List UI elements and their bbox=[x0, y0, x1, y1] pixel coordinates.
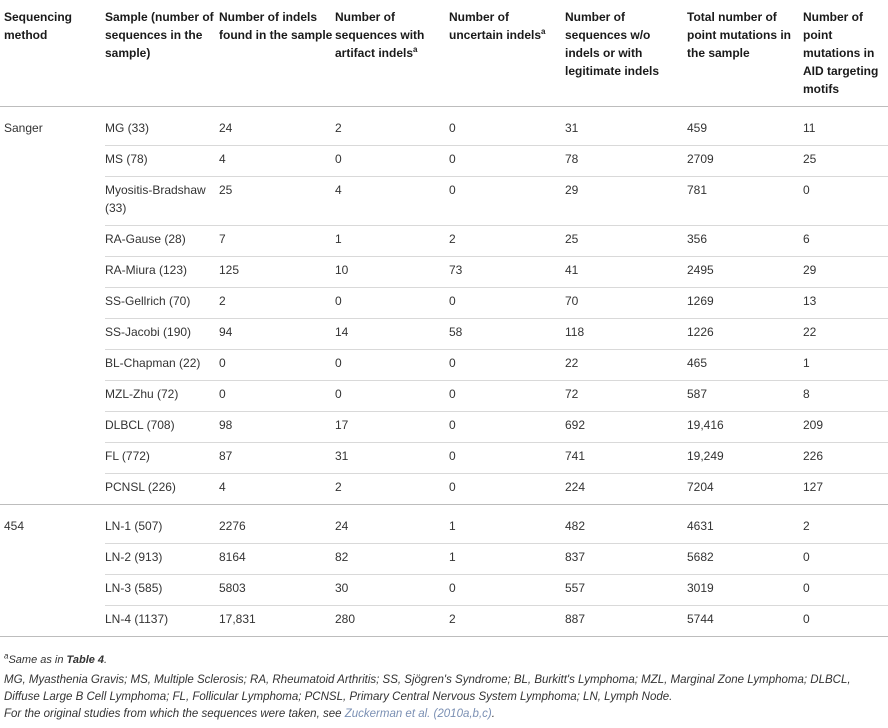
table-row bbox=[0, 257, 888, 288]
header-indels: Number of indels found in the sample bbox=[219, 10, 333, 42]
cell-indels: 5803 bbox=[219, 575, 335, 606]
cell-legit: 70 bbox=[565, 288, 687, 319]
cell-artifact: 17 bbox=[335, 412, 449, 443]
cell-point-mutations: 2709 bbox=[687, 146, 803, 177]
table-row bbox=[0, 381, 888, 412]
footnote-a bbox=[4, 652, 884, 669]
cell-sample: PCNSL (226) bbox=[105, 474, 219, 505]
cell-point-mutations: 7204 bbox=[687, 474, 803, 505]
cell-aid-motifs: 127 bbox=[803, 474, 888, 505]
cell-legit: 887 bbox=[565, 606, 687, 637]
cell-uncertain: 58 bbox=[449, 319, 565, 350]
table-row bbox=[0, 505, 888, 544]
cell-sample: SS-Gellrich (70) bbox=[105, 288, 219, 319]
cell-point-mutations: 587 bbox=[687, 381, 803, 412]
cell-uncertain: 0 bbox=[449, 412, 565, 443]
table-notes bbox=[4, 652, 884, 723]
table-row bbox=[0, 319, 888, 350]
cell-point-mutations: 5682 bbox=[687, 544, 803, 575]
cell-legit: 78 bbox=[565, 146, 687, 177]
abbreviations-note: MG, Myasthenia Gravis; MS, Multiple Sclerosis; RA, Rheumatoid Arthritis; SS, Sjögren's Syndrome; BL, Burkitt's Lymphoma; MZL, Marginal Zone Lymphoma; DLBCL, Diffuse Large B Cell Lymphoma; FL, Follicular Lymphoma; PCNSL, Primary Central Nervous System Lymphoma; LN, Lymph Node. bbox=[4, 674, 851, 703]
cell-indels: 25 bbox=[219, 177, 335, 226]
cell-point-mutations: 2495 bbox=[687, 257, 803, 288]
cell-method: 454 bbox=[0, 505, 105, 637]
cell-aid-motifs: 0 bbox=[803, 575, 888, 606]
cell-point-mutations: 459 bbox=[687, 107, 803, 146]
header-aid-motifs: Number of point mutations in AID targeting motifs bbox=[803, 10, 879, 96]
cell-aid-motifs: 0 bbox=[803, 606, 888, 637]
cell-point-mutations: 19,416 bbox=[687, 412, 803, 443]
cell-point-mutations: 465 bbox=[687, 350, 803, 381]
cell-indels: 2 bbox=[219, 288, 335, 319]
cell-uncertain: 0 bbox=[449, 381, 565, 412]
cell-legit: 224 bbox=[565, 474, 687, 505]
table-row bbox=[0, 443, 888, 474]
cell-uncertain: 1 bbox=[449, 505, 565, 544]
cell-indels: 4 bbox=[219, 146, 335, 177]
cell-sample: LN-3 (585) bbox=[105, 575, 219, 606]
header-sample: Sample (number of sequences in the sample) bbox=[105, 10, 214, 60]
cell-indels: 0 bbox=[219, 350, 335, 381]
header-artifact-sup: a bbox=[413, 45, 418, 54]
cell-aid-motifs: 11 bbox=[803, 107, 888, 146]
cell-aid-motifs: 29 bbox=[803, 257, 888, 288]
cell-legit: 25 bbox=[565, 226, 687, 257]
footnote-end: . bbox=[104, 654, 108, 666]
cell-artifact: 14 bbox=[335, 319, 449, 350]
table-row bbox=[0, 107, 888, 146]
cell-legit: 72 bbox=[565, 381, 687, 412]
cell-aid-motifs: 209 bbox=[803, 412, 888, 443]
cell-artifact: 2 bbox=[335, 107, 449, 146]
cell-uncertain: 0 bbox=[449, 575, 565, 606]
cell-artifact: 0 bbox=[335, 350, 449, 381]
cell-indels: 24 bbox=[219, 107, 335, 146]
footnote-marker: a bbox=[4, 651, 9, 661]
cell-aid-motifs: 6 bbox=[803, 226, 888, 257]
cell-sample: LN-4 (1137) bbox=[105, 606, 219, 637]
cell-aid-motifs: 0 bbox=[803, 544, 888, 575]
cell-uncertain: 0 bbox=[449, 443, 565, 474]
cell-sample: MG (33) bbox=[105, 107, 219, 146]
cell-artifact: 0 bbox=[335, 288, 449, 319]
cell-indels: 4 bbox=[219, 474, 335, 505]
cell-sample: RA-Gause (28) bbox=[105, 226, 219, 257]
cell-artifact: 0 bbox=[335, 381, 449, 412]
source-note-suffix: . bbox=[491, 708, 495, 720]
source-note bbox=[4, 706, 884, 723]
cell-aid-motifs: 13 bbox=[803, 288, 888, 319]
cell-artifact: 4 bbox=[335, 177, 449, 226]
cell-indels: 87 bbox=[219, 443, 335, 474]
cell-legit: 29 bbox=[565, 177, 687, 226]
table-row bbox=[0, 177, 888, 226]
cell-uncertain: 0 bbox=[449, 146, 565, 177]
header-row bbox=[0, 0, 888, 107]
cell-sample: BL-Chapman (22) bbox=[105, 350, 219, 381]
footnote-text: Same as in bbox=[8, 654, 67, 666]
table-body bbox=[0, 107, 888, 637]
cell-uncertain: 0 bbox=[449, 350, 565, 381]
cell-artifact: 2 bbox=[335, 474, 449, 505]
cell-point-mutations: 4631 bbox=[687, 505, 803, 544]
cell-legit: 31 bbox=[565, 107, 687, 146]
footnote-ref: Table 4 bbox=[66, 654, 105, 666]
cell-legit: 118 bbox=[565, 319, 687, 350]
cell-artifact: 31 bbox=[335, 443, 449, 474]
cell-indels: 2276 bbox=[219, 505, 335, 544]
cell-sample: DLBCL (708) bbox=[105, 412, 219, 443]
cell-uncertain: 2 bbox=[449, 226, 565, 257]
cell-sample: RA-Miura (123) bbox=[105, 257, 219, 288]
header-method: Sequencing method bbox=[4, 10, 73, 42]
cell-point-mutations: 19,249 bbox=[687, 443, 803, 474]
cell-aid-motifs: 22 bbox=[803, 319, 888, 350]
cell-legit: 837 bbox=[565, 544, 687, 575]
cell-uncertain: 0 bbox=[449, 288, 565, 319]
cell-sample: FL (772) bbox=[105, 443, 219, 474]
header-uncertain-sup: a bbox=[541, 27, 546, 36]
cell-indels: 7 bbox=[219, 226, 335, 257]
cell-point-mutations: 781 bbox=[687, 177, 803, 226]
cell-point-mutations: 356 bbox=[687, 226, 803, 257]
cell-legit: 557 bbox=[565, 575, 687, 606]
cell-legit: 692 bbox=[565, 412, 687, 443]
cell-uncertain: 0 bbox=[449, 107, 565, 146]
source-note-prefix: For the original studies from which the sequences were taken, see bbox=[4, 708, 345, 720]
cell-artifact: 1 bbox=[335, 226, 449, 257]
cell-uncertain: 0 bbox=[449, 177, 565, 226]
cell-sample: LN-1 (507) bbox=[105, 505, 219, 544]
cell-artifact: 82 bbox=[335, 544, 449, 575]
cell-uncertain: 0 bbox=[449, 474, 565, 505]
table-row bbox=[0, 288, 888, 319]
header-artifact: Number of sequences with artifact indels$^a$ bbox=[335, 10, 425, 60]
cell-point-mutations: 5744 bbox=[687, 606, 803, 637]
cell-legit: 22 bbox=[565, 350, 687, 381]
cell-aid-motifs: 2 bbox=[803, 505, 888, 544]
cell-sample: Myositis-Bradshaw (33) bbox=[105, 177, 219, 226]
table-row bbox=[0, 474, 888, 505]
table-row bbox=[0, 226, 888, 257]
cell-sample: LN-2 (913) bbox=[105, 544, 219, 575]
cell-artifact: 0 bbox=[335, 146, 449, 177]
cell-indels: 94 bbox=[219, 319, 335, 350]
cell-sample: MZL-Zhu (72) bbox=[105, 381, 219, 412]
table-row bbox=[0, 606, 888, 637]
cell-indels: 0 bbox=[219, 381, 335, 412]
cell-sample: MS (78) bbox=[105, 146, 219, 177]
cell-artifact: 10 bbox=[335, 257, 449, 288]
table-row bbox=[0, 350, 888, 381]
table-row bbox=[0, 412, 888, 443]
table-row bbox=[0, 575, 888, 606]
cell-indels: 17,831 bbox=[219, 606, 335, 637]
cell-point-mutations: 1269 bbox=[687, 288, 803, 319]
cell-method: Sanger bbox=[0, 107, 105, 505]
cell-aid-motifs: 1 bbox=[803, 350, 888, 381]
header-point-mutations: Total number of point mutations in the sample bbox=[687, 10, 791, 60]
cell-point-mutations: 1226 bbox=[687, 319, 803, 350]
cell-legit: 41 bbox=[565, 257, 687, 288]
table-row bbox=[0, 146, 888, 177]
cell-indels: 125 bbox=[219, 257, 335, 288]
cell-sample: SS-Jacobi (190) bbox=[105, 319, 219, 350]
table-row bbox=[0, 544, 888, 575]
citation-link[interactable]: Zuckerman et al. (2010a,b,c) bbox=[344, 708, 492, 720]
cell-legit: 741 bbox=[565, 443, 687, 474]
cell-aid-motifs: 25 bbox=[803, 146, 888, 177]
header-legit: Number of sequences w/o indels or with legitimate indels bbox=[565, 10, 660, 78]
header-uncertain: Number of uncertain indels$^a$ bbox=[449, 10, 546, 42]
cell-artifact: 24 bbox=[335, 505, 449, 544]
cell-uncertain: 2 bbox=[449, 606, 565, 637]
cell-aid-motifs: 226 bbox=[803, 443, 888, 474]
cell-uncertain: 73 bbox=[449, 257, 565, 288]
cell-artifact: 30 bbox=[335, 575, 449, 606]
cell-artifact: 280 bbox=[335, 606, 449, 637]
cell-aid-motifs: 0 bbox=[803, 177, 888, 226]
cell-legit: 482 bbox=[565, 505, 687, 544]
cell-indels: 8164 bbox=[219, 544, 335, 575]
cell-point-mutations: 3019 bbox=[687, 575, 803, 606]
cell-uncertain: 1 bbox=[449, 544, 565, 575]
cell-indels: 98 bbox=[219, 412, 335, 443]
cell-aid-motifs: 8 bbox=[803, 381, 888, 412]
